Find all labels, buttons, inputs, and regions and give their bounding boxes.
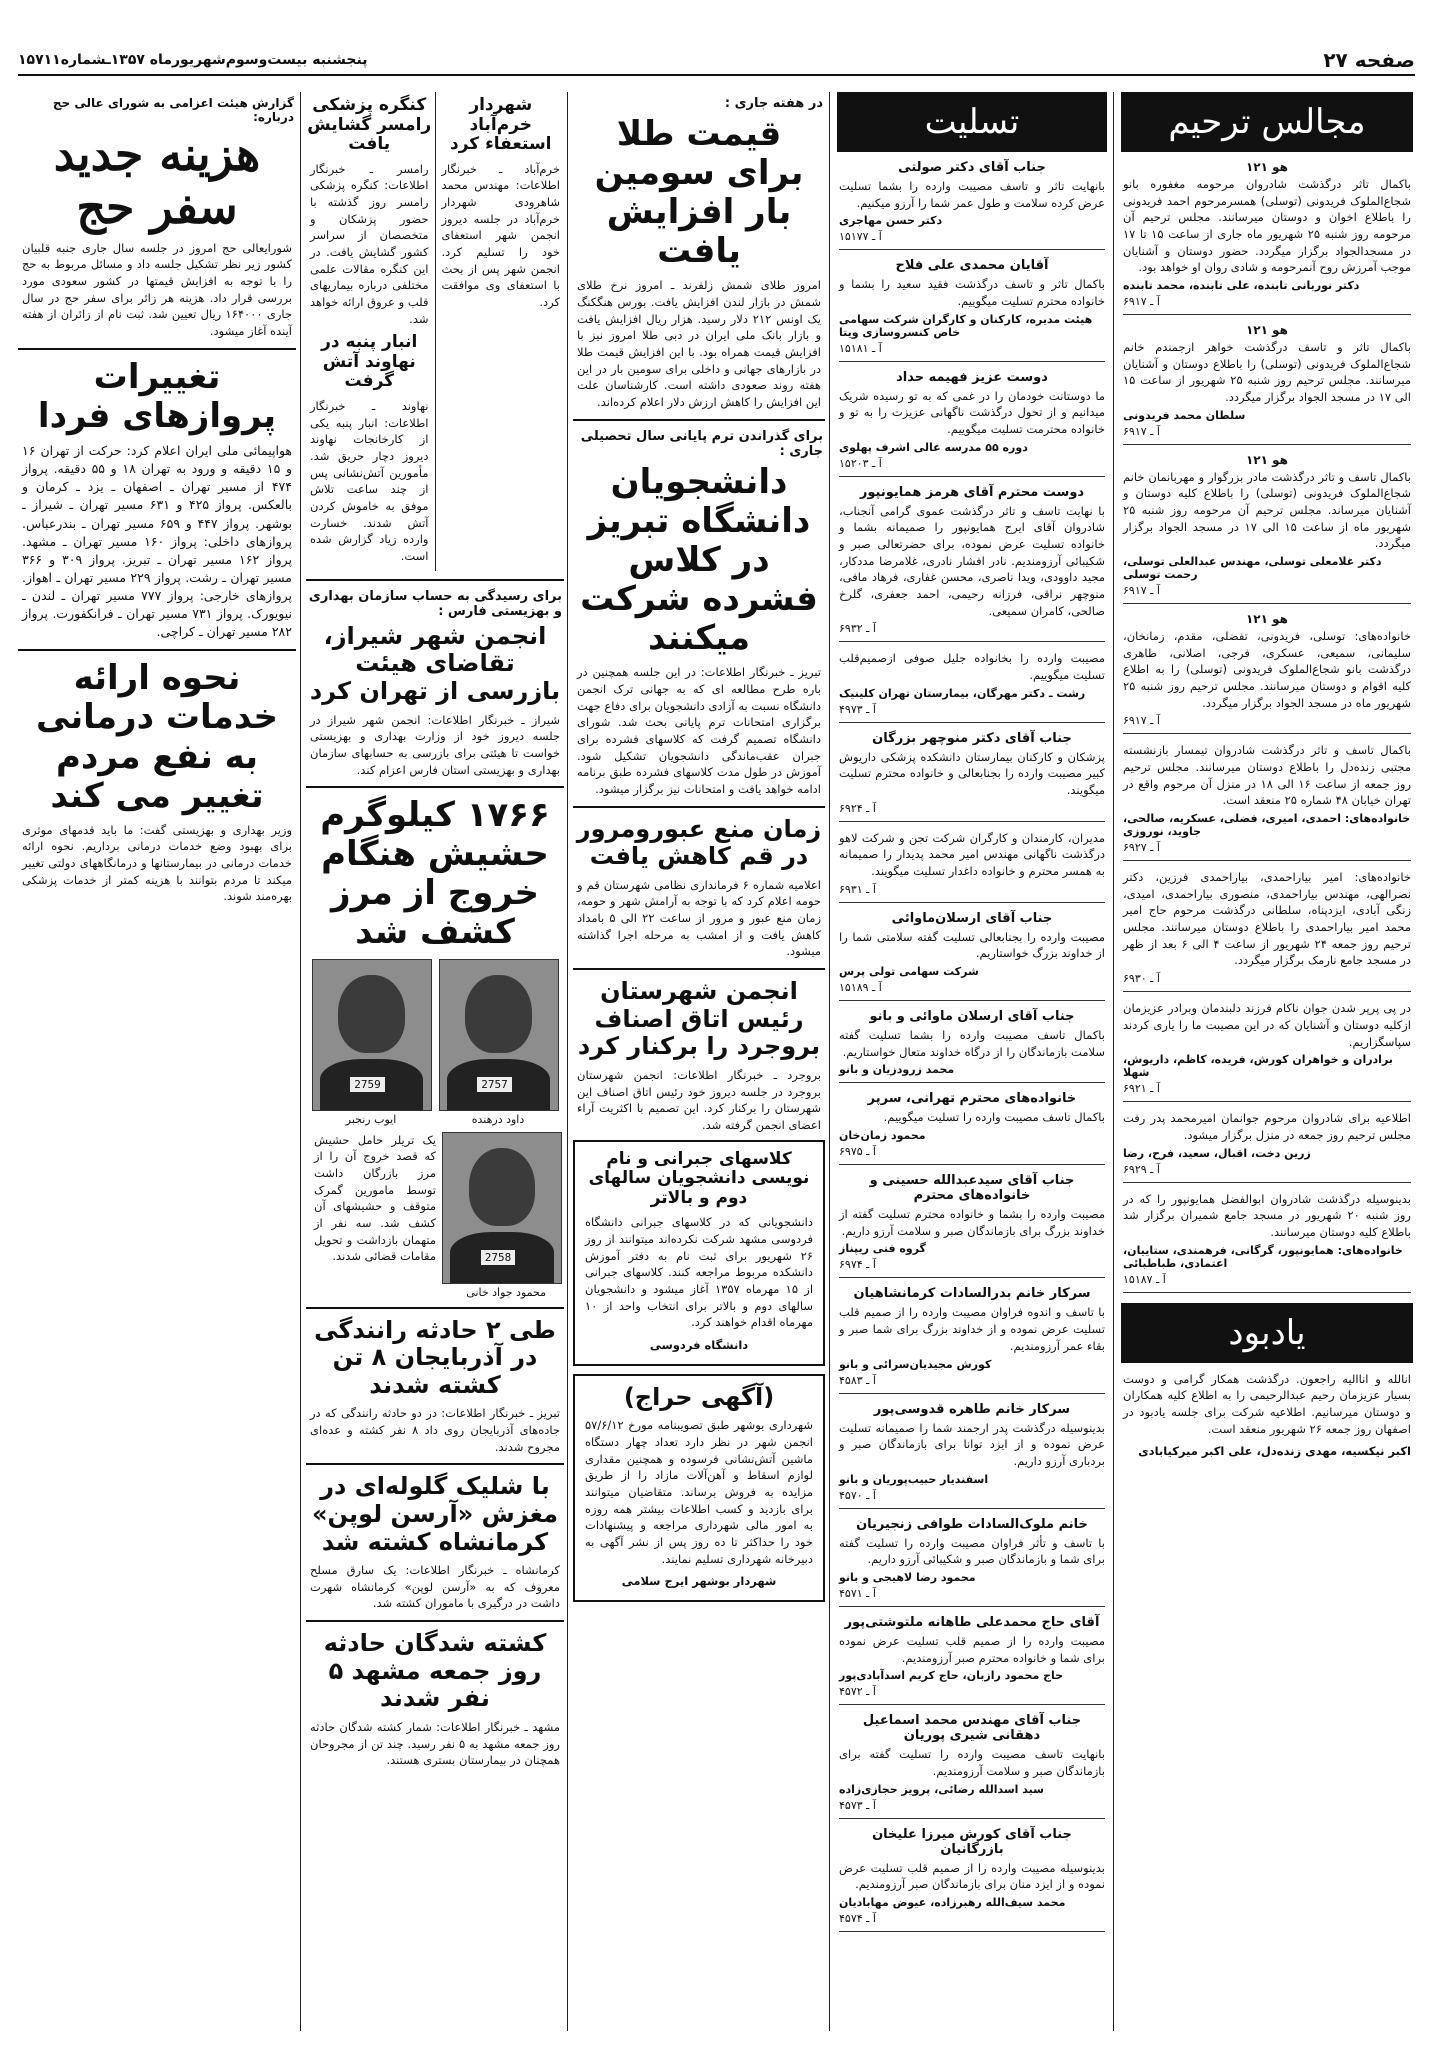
- notice-item: [839, 650, 1105, 715]
- notice-code: آ ـ ۶۹۳۱: [839, 882, 876, 896]
- qom-curfew-article: اعلامیه شماره ۶ فرمانداری نظامی شهرستان قم و حومه اعلام کرد که با توجه به آرامش شهر و حومه، زمان منع عبور و مرور از ساعت ۲۲ الی ۵ بامداد کاهش یافت و از امشب به مرحله اجرا گذاشته میشود.: [577, 877, 821, 959]
- issue-date: پنجشنبه بیست‌وسوم‌شهریورماه ۱۳۵۷ـشماره۱۵۷۱۱: [18, 52, 368, 68]
- auction-text: شهرداری بوشهر طبق تصویبنامه مورخ ۵۷/۶/۱۲ انجمن شهر در نظر دارد تعداد چهار دستگاه ماشین آتش‌نشانی فرسوده و همچنین مقداری لوازم اسقاط و آهن‌آلات مازاد را از طریق مزایده به فروش برساند. متقاضیان میتوانند برای بازدید و کسب اطلاعات بیشتر همه روزه به امور مالی شهرداری مراجعه و پیشنهادات خود را حداکثر تا ده روز پس از نشر آگهی به دبیرخانه شهرداری تسلیم نمایند.: [585, 1418, 813, 1566]
- notice-item: [1123, 1191, 1411, 1286]
- mayor-article: خرم‌آباد ـ خبرنگار اطلاعات: مهندس محمد شاهرودی شهردار خرم‌آباد در جلسه دیروز انجمن شهر استعفای خود را تسلیم کرد. انجمن شهر پس از بحث با استعفای وی موافقت کرد.: [441, 161, 560, 310]
- university-article: تبریز ـ خبرنگار اطلاعات: در این جلسه همچنین در باره طرح مطالعه ای که به جهانی ترک انجمن دانشگاه نسبت به آزادی دانشجویان برای دفاع جهت برگزاری امتحانات ترم پایانی بحث شد. شورای دانشگاه تصمیم گرفت که کلاسهای فشرده برای جبران عقب‌ماندگی دانشجویان تشکیل شود. آموزش در طول مدت کلاسهای فشرده طبق برنامه ادامه خواهد یافت و امتحانات نیز برگزار میشود.: [577, 665, 821, 796]
- classes-headline: کلاسهای جبرانی و نام نویسی دانشجویان سالهای دوم و بالاتر: [588, 1148, 810, 1208]
- notice-signature: محمد زرودزیان و بانو: [839, 1063, 955, 1077]
- notice-text: بانهایت تاسف مصیبت وارده را تسلیت گفته برای بازماندگان صبر و سلامت آرزومندیم.: [839, 1747, 1105, 1778]
- gold-kicker: در هفته جاری :: [724, 96, 823, 111]
- hajj-kicker: گزارش هیئت اعزامی به شورای عالی حج درباره:: [52, 96, 294, 124]
- notice-title: جناب آقای کورش میرزا علیخان بازرگانیان: [872, 1826, 1072, 1857]
- notice-item: [839, 1402, 1105, 1502]
- notice-code: آ ـ ۶۹۱۷: [1123, 424, 1160, 438]
- university-kicker: برای گذراندن ترم پایانی سال تحصیلی جاری :: [580, 428, 823, 459]
- notice-signature: هیئت مدیره، کارکنان و کارگران شرکت سهامی خاص کنسروسازی ویتا: [839, 312, 1093, 339]
- notice-code: آ ـ ۴۵۷۲: [839, 1685, 876, 1699]
- mashhad-headline: کشته شدگان حادثه روز جمعه مشهد ۵ نفر شدند: [323, 1629, 547, 1713]
- notice-text: باکمال تاثر درگذشت شادروان مرحومه مغفوره بانو شجاع‌الملوک فریدونی (توسلی) همسرمرحوم احمد فریدونی را باطلاع اخوان و دوستان میرسانند. مجلس ترحیم آن مرحومه روز شنبه ۲۵ شهریور ماه جاری از ساعت ۱۵ تا ۱۷ در مسجدالجواد برگزار میگردد. حضور دوستان و آشنایان موجب آمرزش روح آنمرحومه و شادی روان او خواهد بود.: [1123, 177, 1412, 275]
- notice-signature: سید اسدالله رضائی، پرویز حجازی‌زاده: [839, 1782, 1044, 1796]
- notice-code: آ ـ ۶۹۱۷: [1123, 295, 1160, 309]
- auction-headline: (آگهی حراج): [623, 1382, 775, 1411]
- notice-title: دوست عزیز فهیمه حداد: [896, 369, 1048, 385]
- notice-item: [1123, 1000, 1411, 1095]
- notice-text: باکمال تاسف مصیبت وارده را تسلیت میگوییم.: [883, 1110, 1105, 1125]
- notice-code: آ ـ ۱۵۱۸۱: [839, 341, 882, 355]
- notice-code: آ ـ ۶۹۲۹: [1123, 1162, 1160, 1176]
- shiraz-headline: انجمن شهر شیراز، تقاضای هیئت بازرسی از تهران کرد: [309, 621, 561, 705]
- notice-title: جناب آقای ارسلان‌ماوائی: [891, 910, 1053, 926]
- notice-item: [839, 1615, 1105, 1698]
- notice-item: [839, 1517, 1105, 1600]
- notice-code: آ ـ ۶۹۱۷: [1123, 714, 1160, 728]
- notice-code: آ ـ ۶۹۱۷: [1123, 584, 1160, 598]
- gold-article: امروز طلای شمش زلفرند ـ امروز نرخ طلای شمش در بازار لندن افزایش یافت. بورس هنگکنگ یک اونس ۲۱۲ دلار رسید. هزار ریال افزایش یافت و بازار بانک ملی ایران در دبی طلا امروز نیز با افزایش قیمت همراه بود. با این افزایش قیمت طلا در بازارهای جهانی و داخلی برای سومین بار در این هفته روند صعودی داشته است. کارشناسان علت این افزایش را کاهش ارزش دلار اعلام کرده‌اند.: [577, 278, 821, 410]
- notice-signature: خانواده‌های: احمدی، امیری، فضلی، عسکریه، صالحی، جاوید، نوروزی: [1123, 812, 1411, 839]
- notice-title: دوست محترم آقای هرمز همایونپور: [859, 484, 1085, 500]
- notice-item: [1123, 742, 1411, 854]
- suspect-caption-3: محمود جواد خانی: [466, 1285, 546, 1299]
- suspect-caption-2: ایوب رنجبر: [345, 1112, 397, 1126]
- notice-code: آ ـ ۴۵۷۳: [839, 1798, 876, 1812]
- notice-code: آ ـ ۱۵۱۷۷: [839, 230, 882, 244]
- notice-code: آ ـ ۱۵۱۸۷: [1123, 1272, 1166, 1286]
- notice-item: [1123, 160, 1411, 308]
- notice-item: [839, 830, 1105, 896]
- notice-item: [1123, 1110, 1411, 1175]
- health-article: وزیر بهداری و بهزیستی گفت: ما باید قدمهای موثری برای بهبود وضع خدمات درمانی برداریم. نحوه ارائه خدمات درمانی در بیمارستانها و درمانگاههای دولتی تغییر میکند تا مردم بتوانند با هزینه کمتر از خدمات پزشکی بهره‌مند شوند.: [22, 822, 292, 904]
- notice-item: [839, 911, 1105, 994]
- accident-article: تبریز ـ خبرنگار اطلاعات: در دو حادثه رانندگی که در جاده‌های آذربایجان روی داد ۸ نفر کشته و عده‌ای مجروح شدند.: [310, 1406, 560, 1454]
- hajj-headline: هزینه جدید سفر حج: [53, 127, 261, 234]
- notice-title: سرکار خانم طاهره قدوسی‌پور: [873, 1401, 1071, 1417]
- notice-item: [839, 1009, 1105, 1076]
- accident-headline: طی ۲ حادثه رانندگی در آذربایجان ۸ تن کشته شدند: [314, 1315, 556, 1399]
- notice-invocation: هو ۱۲۱: [1245, 612, 1288, 627]
- notice-item: [839, 160, 1105, 243]
- notice-signature: دوره ۵۵ مدرسه عالی اشرف پهلوی: [839, 440, 1028, 454]
- notice-text: ما دوستانت خودمان را در غمی که به تو رسیده شریک میدانیم و از تحول درگذشت ناگهانی عزیزت را به تو و خانواده محترمت تسلیت میگوییم.: [839, 388, 1105, 437]
- shiraz-article: شیراز ـ خبرنگار اطلاعات: انجمن شهر شیراز در جلسه دیروز خود از وزارت بهداری و بهزیستی خواست تا هیئتی برای بازرسی به حسابهای سازمان بهداری و بهزیستی استان فارس اعزام کند.: [310, 712, 560, 777]
- notice-title: آقای حاج محمدعلی طاهانه ملتوشتی‌پور: [844, 1614, 1100, 1630]
- notice-item: [839, 258, 1105, 354]
- notice-code: آ ـ ۶۹۷۵: [839, 1145, 876, 1159]
- notice-text: مصیبت وارده را بجنابعالی تسلیت گفته سلامتی شما را از خداوند بزرگ خواستاریم.: [839, 929, 1105, 961]
- kermanshah-headline: با شلیک گلوله‌ای در مغزش «آرسن لوپن» کرمانشاه کشته شد: [311, 1472, 559, 1556]
- notice-text: باکمال تاثر و تاسف درگذشت خواهر ارجمندم خانم شجاع‌الملوک فریدونی (توسلی) را باطلاع دوستان و آشنایان میرسانند. مجلس ترحیم روز شنبه ۲۵ شهریور از ساعت ۱۵ الی ۱۷ در مسجد الجواد برگزار میگردد.: [1123, 340, 1411, 405]
- page-number: صفحه ۲۷: [1323, 48, 1415, 72]
- condolence-list: [833, 160, 1111, 1932]
- notice-signature: محمد سیف‌الله رهبرزاده، عیوض مهابادیان: [839, 1895, 1066, 1909]
- suspect-photo-2: 2759: [312, 959, 432, 1111]
- column-news-3: [571, 92, 827, 2031]
- notice-signature: دکتر حسن مهاجری: [839, 214, 943, 228]
- auction-signature: شهردار بوشهر ایرج سلامی: [621, 1574, 777, 1589]
- notice-item: [1123, 612, 1411, 727]
- notice-title: جناب آقای ارسلان ماوائی و بانو: [869, 1009, 1075, 1025]
- column-condolences: [833, 92, 1111, 2031]
- notice-text: خانواده‌های: امیر بیاراحمدی، بیاراحمدی فرزین، دکتر نصرالهی، مهندس بیاراحمدی، منصوری بیاراحمدی، امیدی، زنگی آبادی، ایزدپناه، سلطانی درگذشت مرحوم حاج امیر محمد امیر بیاراحمدی را باطلاع دوستان میرسانند. مجلس ترحیم روز جمعه ۲۴ شهریور از ساعت ۴ الی ۶ بعد از ظهر در مسجد جامع نارمک برگزار میگردد.: [1123, 870, 1411, 968]
- mayor-headline: شهردار خرم‌آباد استعفاء کرد: [450, 95, 552, 155]
- notice-text: باکمال تاسف مصیبت وارده را بشما تسلیت گفته سلامت بازماندگان را از درگاه خداوند متعال خواستاریم.: [839, 1028, 1105, 1059]
- notice-item: [839, 370, 1105, 470]
- notice-text: مدیران، کارمندان و کارگران شرکت تجن و شرکت لاهو درگذشت ناگهانی مهندس امیر محمد پدیدار را صمیمانه به همسر محترم و خانواده داغدار تسلیت میگویند.: [839, 830, 1105, 879]
- notice-code: آ ـ ۶۹۳۰: [1123, 972, 1160, 986]
- notice-text: خانواده‌های: توسلی، فریدونی، تفضلی، مقدم، زمانخان، سلیمانی، سمیعی، عسکری، فرجی، اصلانی، طاهری درگذشت بانو شجاع‌الملوک فریدونی (توسلی) را به اطلاع کلیه اقوام و دوستان میرسانند. مجلس ترحیم روز شنبه ۲۵ شهریور ماه در مسجد الجواد برگزار میگردد.: [1123, 629, 1411, 710]
- notice-text: مصیبت وارده را بشما و خانواده محترم تسلیت گفته از خداوند بزرگ برای بازماندگان صبر و سلامت آرزو داریم.: [839, 1207, 1105, 1238]
- notice-item: [839, 1173, 1105, 1271]
- notice-title: جناب آقای سیدعبدالله حسینی و خانواده‌های محترم: [869, 1173, 1075, 1204]
- notice-item: [839, 1827, 1105, 1925]
- notice-text: باکمال تاسف و تاثر درگذشت مادر بزرگوار و مهربانمان خانم شجاع‌الملوک فریدونی (توسلی) را باطلاع کلیه دوستان و آشنایان میرساند. مجلس ترحیم آن مرحومه روز شنبه ۲۵ شهریور ماه از ساعت ۱۵ الی ۱۷ در مسجد الجواد برگزار میگردد.: [1123, 469, 1411, 551]
- gold-headline: قیمت طلا برای سومین بار افزایش یافت: [594, 114, 804, 272]
- flights-headline: تغییرات پروازهای فردا: [37, 356, 277, 436]
- fire-headline: انبار پنبه در نهاوند آتش گرفت: [321, 332, 418, 392]
- notice-code: آ ـ ۶۹۲۱: [1123, 1082, 1160, 1096]
- suspect-photo-3: 2758: [442, 1132, 562, 1284]
- notice-text: بدینوسیله درگذشت پدر ارجمند شما را صمیمانه تسلیت عرض نموده و از ایزد توانا برای بازماندگان صبر و بردباری آرزو داریم.: [839, 1420, 1105, 1468]
- notice-invocation: هو ۱۲۱: [1245, 160, 1288, 174]
- notice-signature: زرین دخت، اقبال، سعید، فرح، رضا: [1123, 1146, 1311, 1160]
- congress-headline: کنگره پزشکی رامسر گشایش یافت: [307, 95, 432, 155]
- notice-signature: رشت ـ دکتر مهرگان، بیمارستان تهران کلینیک: [839, 686, 1086, 700]
- notice-item: [1123, 453, 1411, 597]
- fire-article: نهاوند ـ خبرنگار اطلاعات: انبار پنبه یکی از کارخانجات نهاوند دیروز دچار حریق شد. مأمورین آتش‌نشانی پس از چند ساعت تلاش موفق به خاموش کردن آتش شدند. خسارت وارده زیاد گزارش شده است.: [310, 399, 429, 564]
- obituary-list: [1117, 160, 1417, 1293]
- hajj-article: شورایعالی حج امروز در جلسه سال جاری جنبه قلبیان کشور زیر نظر تشکیل جلسه داد و مسائل مربوط به حج را با توجه به افزایش قیمتها در کشور سعودی مورد بررسی قرار داد. هزینه هر زائر برای سفر حج در سال جاری ۱۶۴۰۰۰ ریال تعیین شد. ثبت نام از زائران از هفته آینده آغاز میشود.: [22, 240, 292, 339]
- column-obituaries: [1117, 92, 1417, 2031]
- notice-text: باکمال تاسف و تاثر درگذشت شادروان تیمسار بازنشسته مجتبی زنده‌دل را باطلاع دوستان میرسانند. مجلس ترحیم روز جمعه از ساعت ۱۶ الی ۱۸ در منزل آن مرحوم واقع در تهران خیابان ۴۸ شماره ۲۵ منعقد است.: [1123, 743, 1411, 808]
- notice-text: در پی پرپر شدن جوان ناکام فرزند دلبندمان وبرادر عزیزمان ازکلیه دوستان و آشنایان که در این مصیبت ما را یاری کردند سپاسگزاریم.: [1123, 1001, 1411, 1049]
- memorial-text: انالله و اناالیه راجعون. درگذشت همکار گرامی و دوست بسیار عزیزمان رحیم عبدالرحیمی را به اطلاع کلیه همکاران و دوستان میرسانیم. اطلاعیه شرکت برای جلسه یادبود در اصفهان روز جمعه ۲۶ شهریور منعقد است.: [1123, 1371, 1411, 1436]
- notice-item: [1123, 869, 1411, 985]
- qom-curfew-headline: زمان منع عبورومرور در قم کاهش یافت: [576, 814, 822, 871]
- notice-signature: دکتر غلامعلی توسلی، مهندس عبدالعلی توسلی، رحمت توسلی: [1123, 555, 1382, 582]
- notice-signature: شرکت سهامی تولی پرس: [839, 965, 979, 979]
- notice-item: [839, 1713, 1105, 1811]
- notice-code: آ ـ ۴۵۸۳: [839, 1373, 876, 1387]
- notice-item: [839, 485, 1105, 636]
- notice-text: مصیبت وارده را از صمیم قلب تسلیت عرض نموده برای شما و خانواده محترم صبر آرزومندیم.: [839, 1633, 1105, 1665]
- borujerd-article: بروجرد ـ خبرنگار اطلاعات: انجمن شهرستان بروجرد در جلسه دیروز خود رئیس اتاق اصناف این شهرستان را برکنار کرد. این تصمیم با اکثریت آراء اعضای انجمن گرفته شد.: [577, 1067, 821, 1132]
- suspect-photo-1: 2757: [439, 959, 559, 1111]
- drug-article: یک تریلر حامل حشیش که قصد خروج آن را از مرز بازرگان داشت توسط مامورین گمرک متوقف و حشیشهای آن کشف شد. سه نفر از متهمان بازداشت و تحویل مقامات قضائی شدند.: [314, 1132, 436, 1264]
- drug-headline: ۱۷۶۶ کیلوگرم حشیش هنگام خروج از مرز کشف شد: [320, 795, 550, 953]
- notice-signature: خانواده‌های: همایونپور، گرگانی، فرهمندی، ستاییان، اعتمادی، طباطبائی: [1123, 1243, 1403, 1270]
- university-headline: دانشجویان دانشگاه تبریز در کلاس فشرده شرکت میکنند: [580, 461, 818, 659]
- notice-text: مصیبت وارده را بخانواده جلیل صوفی ازصمیم‌قلب تسلیت میگوییم.: [839, 651, 1105, 683]
- notice-signature: برادران و خواهران کورش، فریده، کاظم، داریوش، شهلا: [1123, 1053, 1393, 1080]
- notice-invocation: هو ۱۲۱: [1245, 452, 1288, 467]
- notice-signature: کورش مجیدیان‌سرائی و بانو: [839, 1357, 992, 1371]
- page-header: [18, 48, 1415, 76]
- borujerd-headline: انجمن شهرستان رئیس اتاق اصناف بروجرد را برکنار کرد: [577, 977, 821, 1061]
- notice-text: پزشکان و کارکنان بیمارستان دانشکده پزشکی داریوش کبیر مصیبت وارده را بجنابعالی و خانواده محترم تسلیت میگویند.: [839, 749, 1105, 798]
- notice-title: خانواده‌های محترم تهرانی، سرپر: [867, 1091, 1077, 1107]
- notice-text: با تاسف و تأثر فراوان مصیبت وارده را تسلیت گفته برای شما و بازماندگان صبر و شکیبائی آرزو داریم.: [839, 1535, 1105, 1567]
- notice-code: آ ـ ۶۹۷۴: [839, 1258, 876, 1272]
- classes-article: دانشجویانی که در کلاسهای جبرانی دانشگاه فردوسی مشهد شرکت نکرده‌اند میتوانند از روز ۲۶ شهریور برای ثبت نام به دفتر آموزش دانشکده مربوط مراجعه کنند. کلاسهای جبرانی از ۱۵ مهرماه ۱۳۵۷ آغاز میشود و دانشجویان سالهای دوم و بالاتر برای انتخاب واحد از ۱۰ مهرماه اقدام خواهند کرد.: [585, 1215, 814, 1330]
- obituaries-banner: مجالس ترحیم: [1121, 92, 1413, 152]
- notice-code: آ ـ ۴۵۷۰: [839, 1488, 876, 1502]
- notice-text: باکمال تاثر و تاسف درگذشت فقید سعید را بشما و خانواده محترم تسلیت میگوییم.: [839, 277, 1105, 309]
- column-news-4: [304, 92, 566, 2031]
- notice-title: جناب آقای مهندس محمد اسماعیل دهقانی شیری پوریان: [862, 1713, 1082, 1744]
- notice-text: بدینوسیله درگذشت شادروان ابوالفضل همایونپور را که در روز شنبه ۲۰ شهریور در مسجد جامع شمیران برگزار شد باطلاع کلیه دوستان میرسانند.: [1123, 1191, 1411, 1239]
- notice-item: [839, 731, 1105, 815]
- notice-title: جناب آقای دکتر صولتی: [898, 160, 1046, 175]
- notice-signature: دکتر نوربانی تابنده، علی تابنده، محمد تابنده: [1123, 279, 1360, 293]
- notice-invocation: هو ۱۲۱: [1245, 323, 1288, 338]
- notice-item: [1123, 323, 1411, 438]
- notice-code: آ ـ ۴۵۷۱: [839, 1586, 876, 1600]
- notice-signature: محمود زمان‌خان: [839, 1129, 926, 1143]
- condolences-banner: تسلیت: [837, 92, 1107, 152]
- notice-item: [839, 1286, 1105, 1386]
- notice-signature: گروه فنی ریپناز: [839, 1242, 926, 1256]
- notice-signature: سلطان محمد فریدونی: [1123, 408, 1246, 422]
- notice-text: با نهایت تاسف و تاثر درگذشت عموی گرامی آنجناب، شادروان آقای ایرج همایونپور را صمیمانه بشما و خانواده تسلیت عرض نموده، برای حضرتعالی صبر و شکیبائی آرزومندیم. نادر افشار نادری، غلامرضا مددکار، مجید داوودی، ویدا ناصری، محسن غفاری، فرهاد مافی، منوچهر نراقی، فرزانه رحیمی، احمد جعفری، گلرخ صالحی، کامران سمیعی.: [839, 503, 1105, 618]
- notice-code: آ ـ ۴۹۷۳: [839, 702, 876, 716]
- notice-signature: اسفندیار حبیب‌پوریان و بانو: [839, 1472, 989, 1486]
- notice-code: آ ـ ۶۹۳۲: [839, 622, 876, 636]
- notice-title: خانم ملوک‌السادات طوافی زنجیریان: [856, 1516, 1088, 1532]
- notice-item: [839, 1091, 1105, 1158]
- mashhad-article: مشهد ـ خبرنگار اطلاعات: شمار کشته شدگان حادثه روز جمعه مشهد به ۵ نفر رسید. چند تن از مجروحان همچنان در بیمارستان بستری هستند.: [310, 1719, 560, 1768]
- congress-article: رامسر ـ خبرنگار اطلاعات: کنگره پزشکی رامسر روز گذشته با حضور پزشکان و متخصصان از سراسر کشور گشایش یافت. در این کنگره مقالات علمی مختلفی درباره بیماریهای قلب و عروق ارائه خواهد شد.: [310, 161, 429, 326]
- notice-code: آ ـ ۶۹۲۴: [839, 801, 876, 815]
- notice-signature: حاج محمود رازبان، حاج کریم اسدآبادی‌پور: [839, 1669, 1064, 1683]
- notice-code: آ ـ ۱۵۲۰۳: [839, 456, 882, 470]
- notice-title: آقایان محمدی علی فلاح: [895, 258, 1049, 274]
- notice-code: آ ـ ۱۵۱۸۹: [839, 981, 882, 995]
- notice-code: آ ـ ۴۵۷۴: [839, 1911, 876, 1925]
- health-headline: نحوه ارائه خدمات درمانی به نفع مردم تغییر می کند: [36, 658, 278, 816]
- flights-article: هواپیمائی ملی ایران اعلام کرد: حرکت از تهران ۱۶ و ۱۵ دقیقه و ورود به تهران ۱۸ و ۵۵ دقیقه. پرواز ۴۷۴ از مسیر تهران ـ اصفهان ـ یزد ـ کرمان و بالعکس. پرواز ۴۲۵ و ۶۳۱ مسیر تهران ـ شیراز ـ بوشهر. پرواز ۴۴۷ و ۶۵۹ مسیر تهران ـ بندرعباس. پروازهای داخلی: پرواز ۱۶۰ مسیر تهران ـ مشهد. پرواز ۱۶۲ مسیر تهران ـ تبریز. پرواز ۳۰۹ و ۳۶۶ مسیر تهران ـ رشت. پرواز ۲۲۹ مسیر تهران ـ اهواز. پروازهای خارجی: پرواز ۷۷۷ مسیر تهران ـ لندن ـ نیویورک. پرواز ۷۳۱ مسیر تهران ـ فرانکفورت. پرواز ۲۸۲ مسیر تهران ـ کراچی.: [22, 443, 293, 640]
- memorial-banner: یادبود: [1121, 1303, 1413, 1363]
- notice-text: اطلاعیه برای شادروان مرحوم جوانمان امیرمحمد پدر رفت مجلس ترحیم روز جمعه در منزل برگزار میشود.: [1123, 1111, 1411, 1142]
- shiraz-kicker: برای رسیدگی به حساب سازمان بهداری و بهزیستی فارس :: [308, 588, 562, 619]
- notice-signature: محمود رضا لاهیجی و بانو: [839, 1570, 976, 1584]
- notice-title: سرکار خانم بدرالسادات کرمانشاهیان: [853, 1286, 1091, 1302]
- column-news-5: [16, 92, 298, 2031]
- notice-text: بانهایت تاثر و تاسف مصیبت وارده را بشما تسلیت عرض کرده سلامت و طول عمر شما را آرزو میکنیم.: [839, 179, 1105, 210]
- notice-code: آ ـ ۶۹۲۷: [1123, 841, 1160, 855]
- memorial-signature: اکبر نیکسیه، مهدی زنده‌دل، علی اکبر میرکیابادی: [1138, 1444, 1411, 1459]
- notice-title: جناب آقای دکتر منوچهر بزرگان: [872, 730, 1072, 746]
- notice-text: بدینوسیله مصیبت وارده را از صمیم قلب تسلیت عرض نموده و از ایزد منان برای بازماندگان صبر آرزومندیم.: [839, 1860, 1105, 1892]
- classes-signature: دانشگاه فردوسی: [649, 1337, 749, 1352]
- suspect-caption-1: داود درهنده: [471, 1112, 525, 1126]
- notice-text: با تاسف و اندوه فراوان مصیبت وارده را از صمیم قلب تسلیت عرض نموده و از خداوند بزرگ برای شما صبر و بقاء عمر آرزومندیم.: [839, 1305, 1105, 1353]
- kermanshah-article: کرمانشاه ـ خبرنگار اطلاعات: یک سارق مسلح معروف که به «آرسن لوپن» کرمانشاه شهرت داشت در درگیری با ماموران کشته شد.: [310, 1563, 560, 1611]
